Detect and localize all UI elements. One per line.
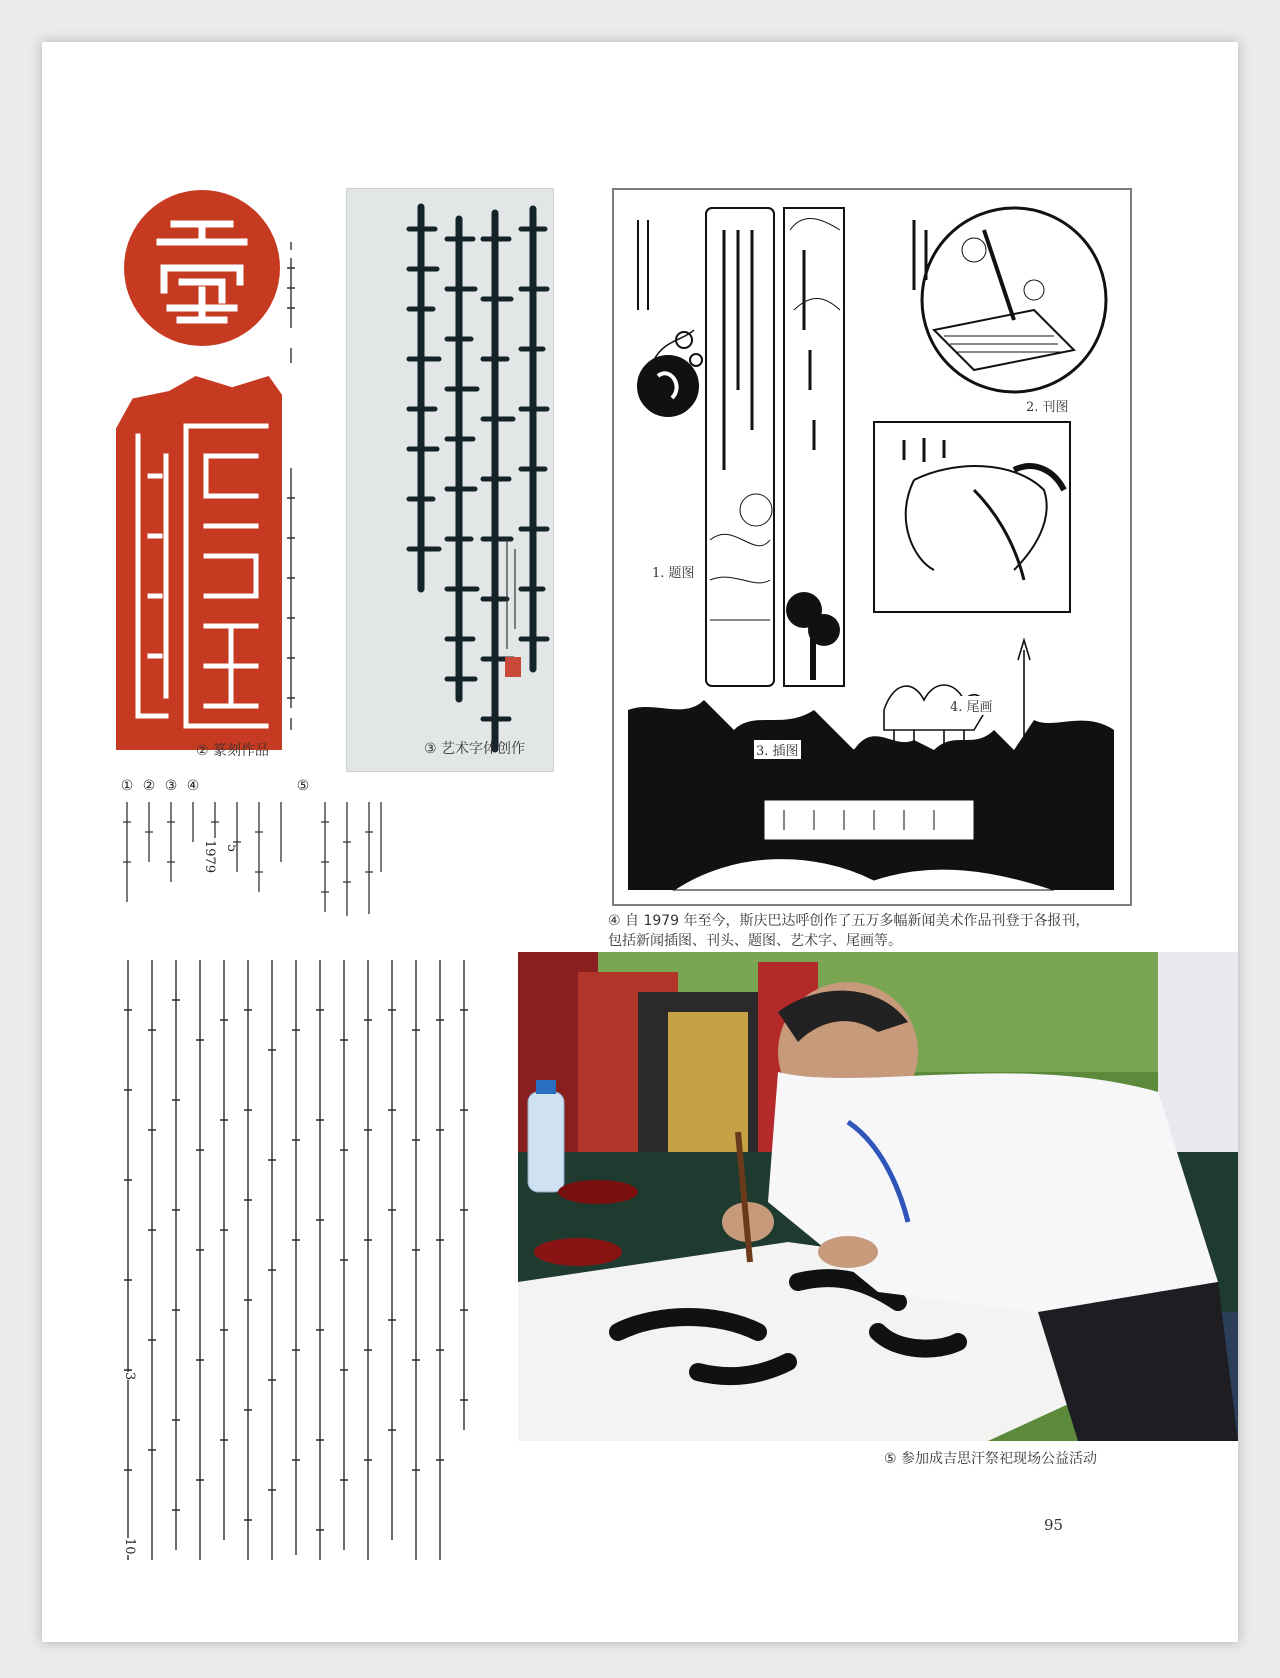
note-2-marker: ② <box>141 778 157 794</box>
label-item-2: 2. 刊图 <box>1024 396 1071 415</box>
calligraphy-strokes <box>347 189 553 771</box>
calligraphy-artwork-image <box>346 188 554 772</box>
page-number: 95 <box>1044 1516 1064 1534</box>
rectangular-seal-image <box>116 376 282 750</box>
banner-illustration-1 <box>706 208 774 686</box>
body-number-3-value: 3 <box>122 1372 137 1381</box>
round-seal-image <box>124 190 280 346</box>
body-number-10-value: 10 <box>122 1538 137 1555</box>
note-5-marker: ⑤ <box>295 778 311 794</box>
body-number-10 <box>118 1538 142 1568</box>
main-body-text <box>116 950 496 1570</box>
calligraphy-caption: ③ 艺术字体创作 <box>424 741 526 757</box>
photo-caption: ⑤ 参加成吉思汗祭祀现场公益活动 <box>884 1451 1098 1467</box>
illustration-caption-line-2: 包括新闻插图、刊头、题图、艺术字、尾画等。 <box>608 933 902 949</box>
illustration-collage-art <box>614 190 1130 904</box>
event-photo <box>518 952 1238 1441</box>
illustration-caption-line-1: ④ 自 1979 年至今，斯庆巴达呼创作了五万多幅新闻美术作品刊登于各报刊， <box>608 913 1090 929</box>
note-3-marker: ③ <box>163 778 179 794</box>
seal-caption: ② 篆刻作品 <box>196 743 270 759</box>
title-illustration <box>638 220 702 416</box>
magazine-page <box>42 42 1238 1642</box>
note-4-marker: ④ <box>185 778 201 794</box>
event-photo-scene <box>518 952 1238 1441</box>
body-number-3 <box>118 1372 142 1396</box>
rectangular-seal-glyph <box>116 376 282 750</box>
label-item-1: 1. 题图 <box>650 562 697 581</box>
notes-script-lines <box>116 802 388 918</box>
masthead-emblem <box>922 208 1106 392</box>
note-4-count-value: 5 <box>224 844 239 853</box>
seal-transcription-text <box>278 238 304 738</box>
label-item-3: 3. 插图 <box>754 740 801 759</box>
note-1-marker: ① <box>119 778 135 794</box>
label-item-4: 4. 尾画 <box>948 696 995 715</box>
round-seal-glyph <box>124 190 280 346</box>
note-4-year-value: 1979 <box>202 840 217 874</box>
landscape-illustration <box>628 700 1114 890</box>
illustration-collage <box>612 188 1132 906</box>
numbered-notes <box>116 778 388 918</box>
